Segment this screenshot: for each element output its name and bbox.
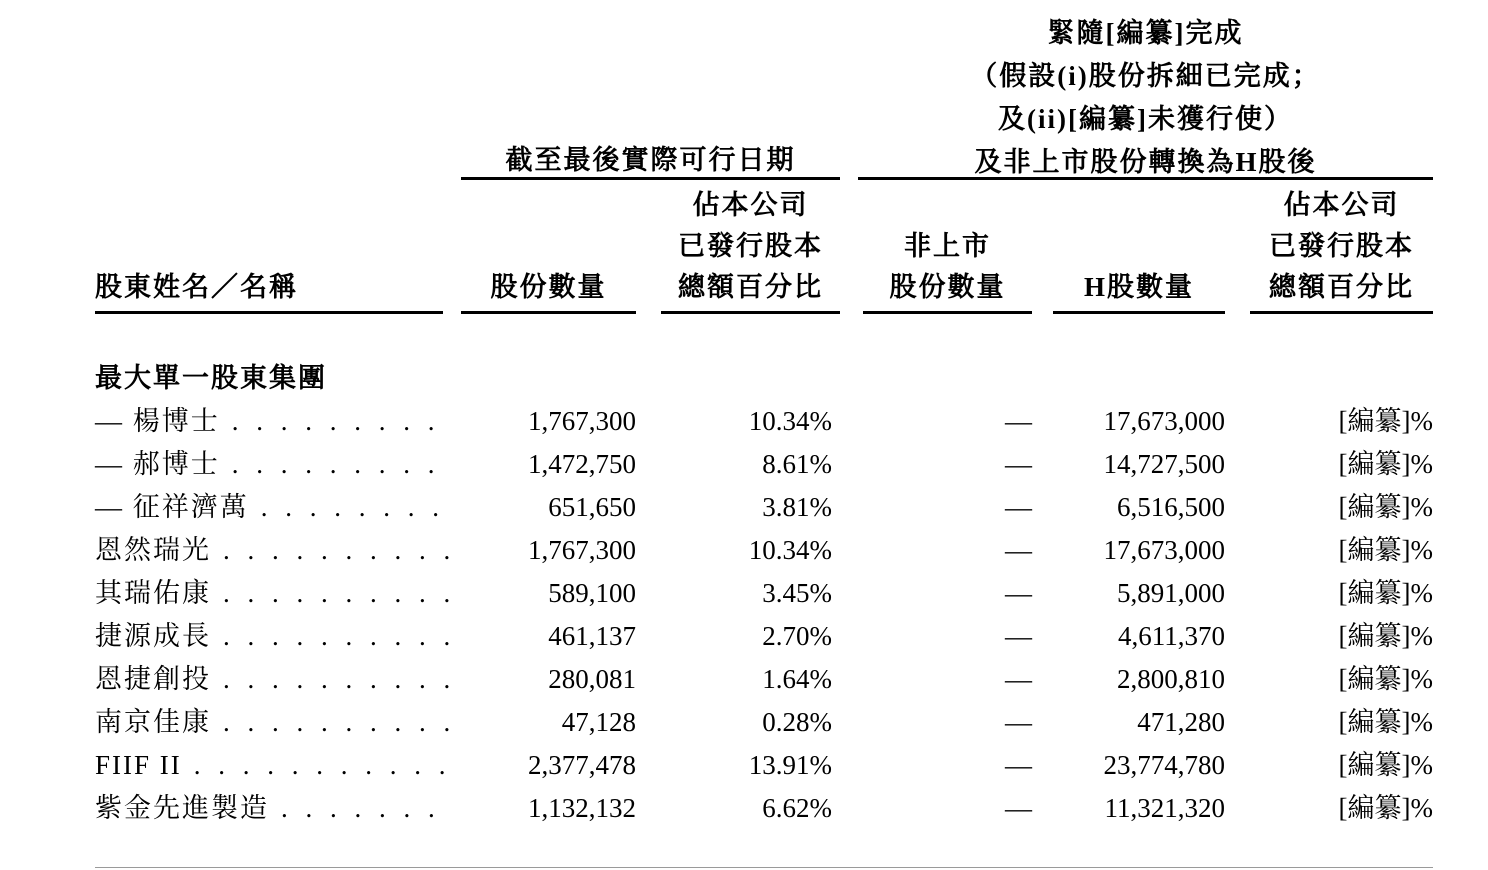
unlisted-shares-value: — (1005, 406, 1032, 436)
shareholder-name-cell (95, 572, 451, 615)
column-header-pct-current-line-2: 已發行股本 (678, 231, 823, 261)
shareholder-name: — 郝博士 (95, 449, 220, 479)
unlisted-shares-value: — (1005, 492, 1032, 522)
shareholder-name: 捷源成長 (95, 621, 211, 651)
table-row (0, 744, 1488, 787)
shares-value: 461,137 (548, 621, 636, 651)
dot-leader: . . . . . . . . . . (223, 535, 451, 565)
shareholder-name-cell (95, 701, 451, 744)
table-row (0, 615, 1488, 658)
pct-after-column-rule (1250, 311, 1433, 314)
shareholder-name: 南京佳康 (95, 707, 211, 737)
column-header-shares (461, 185, 636, 308)
shareholder-name: — 征祥濟萬 (95, 492, 249, 522)
column-header-h-shares (1053, 185, 1225, 308)
right-group-header-line-4: 及非上市股份轉換為H股後 (974, 147, 1317, 177)
shareholder-name: — 楊博士 (95, 406, 220, 436)
shareholder-name-cell (95, 744, 446, 787)
table-row (0, 486, 1488, 529)
table-row (0, 443, 1488, 486)
pct-after-value: [編纂]% (1338, 750, 1433, 780)
h-shares-value: 14,727,500 (1103, 449, 1225, 479)
pct-after-value: [編纂]% (1338, 406, 1433, 436)
table-row (0, 572, 1488, 615)
shares-value: 1,472,750 (528, 449, 636, 479)
h-shares-value: 2,800,810 (1117, 664, 1225, 694)
pct-after-value: [編纂]% (1338, 535, 1433, 565)
dot-leader: . . . . . . . . . (231, 406, 435, 436)
shareholder-name: 恩捷創投 (95, 664, 211, 694)
pct-after-value: [編纂]% (1338, 707, 1433, 737)
pct-current-column-rule (661, 311, 840, 314)
table-row (0, 658, 1488, 701)
shares-value: 280,081 (548, 664, 636, 694)
table-row (0, 787, 1488, 830)
h-shares-value: 6,516,500 (1117, 492, 1225, 522)
column-header-shareholder-name-label: 股東姓名／名稱 (95, 272, 298, 302)
column-header-pct-current-line-3: 總額百分比 (678, 272, 823, 302)
pct-after-value: [編纂]% (1338, 449, 1433, 479)
unlisted-shares-value: — (1005, 578, 1032, 608)
dot-leader: . . . . . . . . . . (223, 578, 451, 608)
column-header-unlisted-line-2: 股份數量 (889, 272, 1006, 302)
unlisted-column-rule (863, 311, 1032, 314)
pct-current-value: 1.64% (762, 664, 832, 694)
dot-leader: . . . . . . . . . . . (193, 750, 446, 780)
column-header-shareholder-name (95, 185, 443, 308)
column-header-unlisted-shares (863, 185, 1032, 308)
shareholder-name-cell (95, 400, 443, 443)
shareholder-name-cell (95, 443, 443, 486)
shareholder-name: 紫金先進製造 (95, 793, 269, 823)
table-row (0, 529, 1488, 572)
pct-after-value: [編纂]% (1338, 664, 1433, 694)
pct-after-value: [編纂]% (1338, 621, 1433, 651)
column-header-pct-current (661, 185, 840, 308)
pct-current-value: 13.91% (748, 750, 832, 780)
section-header: 最大單一股東集團 (95, 363, 327, 393)
right-group-header-line-2: （假設(i)股份拆細已完成； (970, 61, 1321, 91)
shares-column-rule (461, 311, 636, 314)
table-row (0, 400, 1488, 443)
shareholder-name-cell (95, 615, 451, 658)
dot-leader: . . . . . . . . . (231, 449, 435, 479)
column-header-unlisted-line-1: 非上市 (904, 231, 991, 261)
right-group-rule (858, 177, 1433, 180)
unlisted-shares-value: — (1005, 621, 1032, 651)
shareholder-name-cell (95, 529, 451, 572)
pct-current-value: 8.61% (762, 449, 832, 479)
h-shares-value: 23,774,780 (1103, 750, 1225, 780)
left-group-rule (461, 177, 840, 180)
table-row (0, 701, 1488, 744)
h-shares-value: 17,673,000 (1103, 406, 1225, 436)
shares-value: 1,767,300 (528, 406, 636, 436)
column-header-shares-label: 股份數量 (490, 272, 607, 302)
pct-after-value: [編纂]% (1338, 793, 1433, 823)
shares-value: 651,650 (548, 492, 636, 522)
pct-current-value: 0.28% (762, 707, 832, 737)
unlisted-shares-value: — (1005, 664, 1032, 694)
shares-value: 1,767,300 (528, 535, 636, 565)
unlisted-shares-value: — (1005, 707, 1032, 737)
right-group-header-line-3: 及(ii)[編纂]未獲行使） (998, 104, 1293, 134)
page-bottom-rule (95, 867, 1433, 868)
column-header-pct-after-line-1: 佔本公司 (1283, 190, 1400, 220)
column-header-pct-after (1250, 185, 1433, 308)
table-body (0, 357, 1488, 830)
pct-current-value: 10.34% (748, 406, 832, 436)
shares-value: 47,128 (561, 707, 636, 737)
shares-value: 1,132,132 (528, 793, 636, 823)
pct-after-value: [編纂]% (1338, 578, 1433, 608)
shares-value: 2,377,478 (528, 750, 636, 780)
right-group-header (858, 12, 1433, 184)
column-header-pct-after-line-2: 已發行股本 (1269, 231, 1414, 261)
shares-value: 589,100 (548, 578, 636, 608)
unlisted-shares-value: — (1005, 449, 1032, 479)
shareholder-name: 恩然瑞光 (95, 535, 211, 565)
section-header-row (0, 357, 1488, 400)
h-shares-value: 471,280 (1137, 707, 1225, 737)
h-shares-value: 11,321,320 (1104, 793, 1225, 823)
name-column-rule (95, 311, 443, 314)
shareholder-name-cell (95, 486, 443, 529)
shareholder-name: FIIF II (95, 750, 182, 780)
shareholder-name: 其瑞佑康 (95, 578, 211, 608)
unlisted-shares-value: — (1005, 793, 1032, 823)
dot-leader: . . . . . . . . . . (223, 664, 451, 694)
shareholder-name-cell (95, 658, 451, 701)
h-shares-value: 4,611,370 (1118, 621, 1225, 651)
dot-leader: . . . . . . . (281, 793, 435, 823)
shareholder-name-cell (95, 787, 443, 830)
dot-leader: . . . . . . . . . . (223, 621, 451, 651)
h-shares-value: 5,891,000 (1117, 578, 1225, 608)
right-group-header-line-1: 緊隨[編纂]完成 (1047, 18, 1244, 48)
pct-current-value: 3.81% (762, 492, 832, 522)
pct-current-value: 3.45% (762, 578, 832, 608)
pct-current-value: 10.34% (748, 535, 832, 565)
left-group-header: 截至最後實際可行日期 (505, 145, 796, 175)
dot-leader: . . . . . . . . . . (223, 707, 451, 737)
unlisted-shares-value: — (1005, 750, 1032, 780)
h-shares-value: 17,673,000 (1103, 535, 1225, 565)
column-header-h-shares-label: H股數量 (1083, 272, 1194, 302)
column-header-pct-current-line-1: 佔本公司 (692, 190, 809, 220)
pct-current-value: 6.62% (762, 793, 832, 823)
pct-current-value: 2.70% (762, 621, 832, 651)
h-shares-column-rule (1053, 311, 1225, 314)
dot-leader: . . . . . . . . (260, 492, 439, 522)
column-header-pct-after-line-3: 總額百分比 (1269, 272, 1414, 302)
unlisted-shares-value: — (1005, 535, 1032, 565)
pct-after-value: [編纂]% (1338, 492, 1433, 522)
